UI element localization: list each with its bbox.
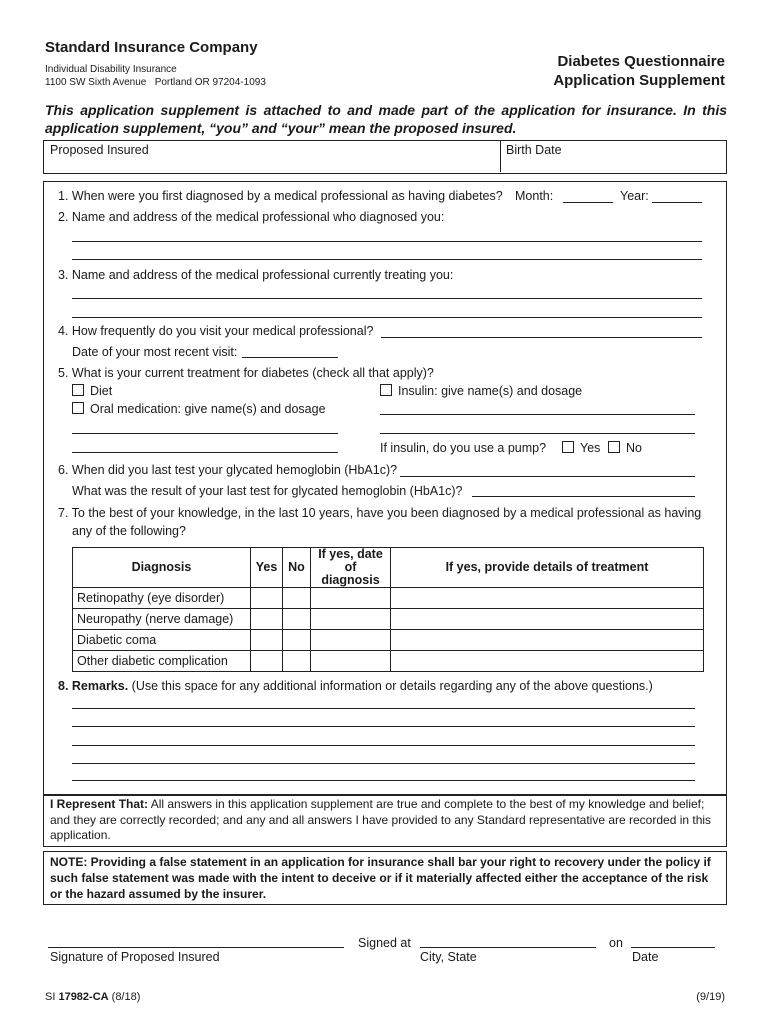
date-header — [311, 548, 391, 588]
signature-label: Signature of Proposed Insured — [50, 950, 220, 964]
diet-checkbox[interactable] — [72, 384, 84, 396]
birth-date-field[interactable] — [503, 157, 721, 171]
represent-statement — [50, 797, 722, 844]
insured-box-divider — [500, 140, 501, 172]
diagnosis-name: Retinopathy (eye disorder) — [73, 588, 251, 609]
pump-no-option[interactable] — [608, 441, 642, 455]
birth-date-label: Birth Date — [506, 143, 562, 157]
q5-oral-option[interactable] — [72, 402, 326, 416]
question-3: 3. Name and address of the medical professional currently treating you: — [58, 268, 454, 282]
details-cell[interactable] — [391, 630, 704, 651]
pump-yes-option[interactable] — [562, 441, 600, 455]
q1-month-label: Month: — [515, 189, 554, 203]
q2-answer-line-1[interactable] — [72, 241, 702, 242]
diagnosis-name: Other diabetic complication — [73, 651, 251, 672]
q2-answer-line-2[interactable] — [72, 259, 702, 260]
question-8 — [58, 679, 653, 693]
question-2: 2. Name and address of the medical professional who diagnosed you: — [58, 210, 445, 224]
form-date: (8/18) — [108, 991, 141, 1003]
q1-year-label: Year: — [620, 189, 649, 203]
q5-diet-option[interactable] — [72, 384, 112, 398]
oral-medication-line-1[interactable] — [72, 433, 338, 434]
question-4: 4. How frequently do you visit your medical professional? — [58, 324, 374, 338]
question-5: 5. What is your current treatment for diabetes (check all that apply)? — [58, 366, 434, 380]
insulin-dosage-line-1[interactable] — [380, 414, 695, 415]
remarks-line-1[interactable] — [72, 708, 695, 709]
question-7-line-1: 7. To the best of your knowledge, in the last 10 years, have you been diagnosed by a medical professional as having — [58, 506, 702, 520]
q5-pump-question: If insulin, do you use a pump? — [380, 441, 547, 455]
table-row — [73, 651, 704, 672]
q3-answer-line-1[interactable] — [72, 298, 702, 299]
diagnosis-name: Neuropathy (nerve damage) — [73, 609, 251, 630]
insulin-checkbox[interactable] — [380, 384, 392, 396]
form-code — [45, 991, 140, 1003]
form-number: 17982-CA — [58, 991, 109, 1003]
details-cell[interactable] — [391, 609, 704, 630]
pump-yes-label: Yes — [580, 441, 601, 455]
oral-medication-label: Oral medication: give name(s) and dosage — [90, 402, 326, 416]
q4-recent-visit-field[interactable] — [242, 357, 338, 358]
remarks-instruction: (Use this space for any additional information or details regarding any of the above questions.) — [128, 679, 653, 693]
diagnosis-table-header — [73, 548, 704, 588]
signature-field[interactable] — [48, 947, 344, 948]
form-title-line2: Application Supplement — [553, 72, 725, 89]
question-1: 1. When were you first diagnosed by a medical professional as having diabetes? — [58, 189, 503, 203]
table-row — [73, 588, 704, 609]
yes-cell[interactable] — [251, 609, 283, 630]
remarks-label: 8. Remarks. — [58, 679, 129, 693]
date-cell[interactable] — [311, 630, 391, 651]
date-header-line-1: If yes, date of — [318, 547, 383, 574]
q1-month-field[interactable] — [563, 202, 613, 203]
question-6: 6. When did you last test your glycated hemoglobin (HbA1c)? — [58, 463, 398, 477]
no-cell[interactable] — [283, 630, 311, 651]
represent-text: All answers in this application supplement are true and complete to the best of my knowledge and belief; and they are correctly recorded; and any and all answers I have provided to any Standard representative are recorded in this application. — [50, 797, 712, 842]
date-field[interactable] — [631, 947, 715, 948]
on-label: on — [609, 936, 623, 950]
insulin-label: Insulin: give name(s) and dosage — [398, 384, 583, 398]
q4-frequency-field[interactable] — [381, 337, 702, 338]
date-label: Date — [632, 950, 659, 964]
no-cell[interactable] — [283, 651, 311, 672]
date-header-line-2: diagnosis — [321, 573, 380, 587]
yes-header: Yes — [251, 548, 283, 588]
company-name: Standard Insurance Company — [45, 39, 258, 56]
q3-answer-line-2[interactable] — [72, 317, 702, 318]
diet-label: Diet — [90, 384, 113, 398]
city-state-field[interactable] — [420, 947, 596, 948]
q6-date-field[interactable] — [400, 476, 695, 477]
proposed-insured-field[interactable] — [46, 157, 496, 171]
diagnosis-table — [72, 547, 704, 672]
remarks-line-4[interactable] — [72, 763, 695, 764]
no-header: No — [283, 548, 311, 588]
yes-cell[interactable] — [251, 630, 283, 651]
remarks-line-5[interactable] — [72, 780, 695, 781]
q6-result-question: What was the result of your last test for glycated hemoglobin (HbA1c)? — [72, 484, 463, 498]
revision-date: (9/19) — [696, 991, 725, 1003]
division-name: Individual Disability Insurance — [45, 64, 177, 75]
date-cell[interactable] — [311, 609, 391, 630]
no-cell[interactable] — [283, 588, 311, 609]
oral-medication-checkbox[interactable] — [72, 402, 84, 414]
details-cell[interactable] — [391, 588, 704, 609]
oral-medication-line-2[interactable] — [72, 452, 338, 453]
represent-label: I Represent That: — [50, 797, 149, 811]
city-state-label: City, State — [420, 950, 477, 964]
pump-yes-checkbox[interactable] — [562, 441, 574, 453]
remarks-line-3[interactable] — [72, 745, 695, 746]
insulin-dosage-line-2[interactable] — [380, 433, 695, 434]
pump-no-label: No — [626, 441, 642, 455]
diagnosis-header: Diagnosis — [73, 548, 251, 588]
pump-no-checkbox[interactable] — [608, 441, 620, 453]
remarks-line-2[interactable] — [72, 726, 695, 727]
date-cell[interactable] — [311, 651, 391, 672]
signed-at-label: Signed at — [358, 936, 411, 950]
no-cell[interactable] — [283, 609, 311, 630]
company-address: 1100 SW Sixth Avenue Portland OR 97204-1093 — [45, 77, 266, 88]
date-cell[interactable] — [311, 588, 391, 609]
q1-year-field[interactable] — [652, 202, 702, 203]
details-cell[interactable] — [391, 651, 704, 672]
q6-result-field[interactable] — [472, 496, 695, 497]
table-row — [73, 630, 704, 651]
yes-cell[interactable] — [251, 651, 283, 672]
intro-text: This application supplement is attached to and made part of the application for insurance. In this application supplement, “you” and “your” mean the proposed insured. — [45, 102, 727, 136]
note-text: NOTE: Providing a false statement in an application for insurance shall bar your right to recovery under the policy if such false statement was made with the intent to deceive or if it materially affected either the acceptance of the risk or the hazard assumed by the insurer. — [50, 855, 711, 901]
question-7-line-2: any of the following? — [72, 524, 186, 538]
q4-recent-visit-label: Date of your most recent visit: — [72, 345, 238, 359]
table-row — [73, 609, 704, 630]
form-title-line1: Diabetes Questionnaire — [557, 53, 725, 70]
q5-insulin-option[interactable] — [380, 384, 582, 398]
proposed-insured-label: Proposed Insured — [50, 143, 149, 157]
diagnosis-name: Diabetic coma — [73, 630, 251, 651]
details-header: If yes, provide details of treatment — [391, 548, 704, 588]
form-prefix: SI — [45, 991, 59, 1003]
yes-cell[interactable] — [251, 588, 283, 609]
